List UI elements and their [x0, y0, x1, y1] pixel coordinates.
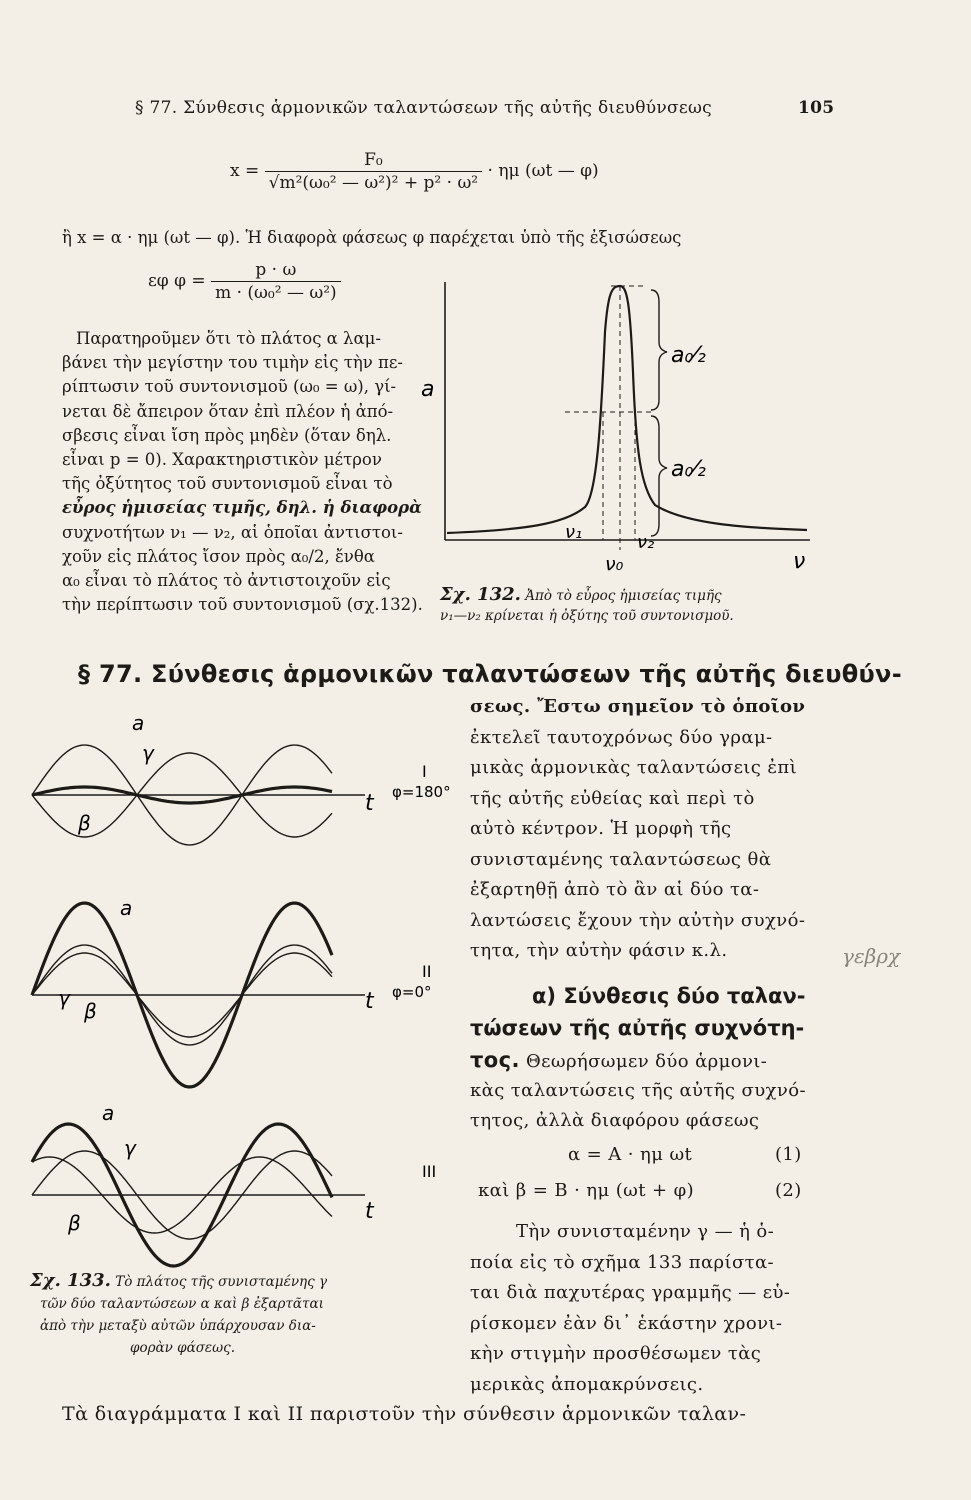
formula-eph	[148, 260, 341, 303]
left-paragraph-line: νεται δὲ ἄπειρον ὅταν ἐπὶ πλέον ἡ ἀπό-	[62, 401, 394, 421]
fig133-label-beta-3: β	[68, 1211, 81, 1235]
left-paragraph-line: ρίπτωσιν τοῦ συντονισμοῦ (ω₀ = ω), γί-	[62, 377, 397, 397]
fig133-roman-1: I	[422, 762, 427, 781]
fig133-caption-label: Σχ. 133.	[30, 1270, 111, 1291]
formula-x-denominator: √m²(ω₀² — ω²)² + p² · ω²	[265, 171, 482, 193]
right-column-2-line: Τὴν συνισταμένην γ — ἡ ὁ-	[516, 1221, 775, 1242]
right-column-2-line: ται διὰ παχυτέρας γραμμῆς — εὑ-	[470, 1282, 791, 1303]
right-column-line: σεως. Ἔστω σημεῖον τὸ ὁποῖον	[470, 696, 806, 717]
fig132-caption-line1: Ἀπὸ τὸ εὖρος ἡμισείας τιμῆς	[525, 588, 722, 604]
fig133-caption	[30, 1270, 327, 1359]
fig133-label-beta-2: β	[84, 999, 97, 1023]
fig133-caption-line: φορὰν φάσεως.	[130, 1340, 236, 1356]
right-column-2-line: ποία εἰς τὸ σχῆμα 133 παρίστα-	[470, 1251, 775, 1273]
subsection-line4: κὰς ταλαντώσεις τῆς αὐτῆς συχνό-	[470, 1080, 806, 1101]
right-column-line: ἐξαρτηθῇ ἀπὸ τὸ ἂν αἱ δύο τα-	[470, 879, 760, 900]
equation-1-number: (1)	[775, 1144, 802, 1165]
equation-2-number: (2)	[775, 1180, 802, 1201]
formula-eph-numerator: p · ω	[255, 260, 297, 280]
fig133-caption-line: τῶν δύο ταλαντώσεων α καὶ β ἐξαρτᾶται	[40, 1296, 324, 1312]
fig132-caption-label: Σχ. 132.	[440, 584, 521, 605]
right-column-2-line: κὴν στιγμὴν προσθέσωμεν τὰς	[470, 1343, 762, 1364]
subsection-line3	[470, 1045, 767, 1078]
fig132-label-half-top: a₀⁄₂	[671, 343, 706, 368]
fig133-caption-line: ἀπὸ τὴν μεταξὺ αὐτῶν ὑπάρχουσαν δια-	[40, 1318, 316, 1334]
equation-1: α = A · ημ ωt	[568, 1144, 693, 1165]
margin-handwritten-note: γεβρχ	[842, 944, 901, 968]
subsection-heading	[532, 984, 806, 1008]
fig133-label-a-2: a	[120, 896, 133, 920]
left-paragraph-line: βάνει τὴν μεγίστην του τιμὴν εἰς τὴν πε-	[62, 353, 403, 373]
fig133-roman-2: II	[422, 962, 432, 981]
formula-eph-fraction	[211, 260, 341, 303]
fig133-label-t-2: t	[365, 989, 374, 1014]
left-paragraph-line: εἶναι p = 0). Χαρακτηριστικὸν μέτρον	[62, 450, 382, 470]
right-column-text	[470, 692, 805, 967]
fig133-label-a-1: a	[132, 711, 145, 735]
equation-2: καὶ β = B · ημ (ωt + φ)	[478, 1180, 694, 1201]
fig132-brace-bottom	[651, 416, 667, 536]
subsection-line3-bold: τος.	[470, 1048, 520, 1072]
fig132-label-v0: ν₀	[605, 553, 624, 575]
right-column-line: λαντώσεις ἔχουν τὴν αὐτὴν συχνό-	[470, 909, 806, 931]
left-paragraph-line: Παρατηροῦμεν ὅτι τὸ πλάτος α λαμ-	[76, 329, 381, 348]
formula-eph-lhs: εφ φ =	[148, 271, 206, 291]
fig132-brace-top	[651, 290, 667, 410]
right-column-line: συνισταμένης ταλαντώσεως θὰ	[470, 848, 772, 870]
fig133-label-a-3: a	[102, 1101, 115, 1125]
fig133-phase-2: φ=0°	[392, 983, 432, 1001]
left-paragraph-line: εὖρος ἡμισείας τιμῆς, δηλ. ἡ διαφορὰ	[62, 498, 422, 518]
left-paragraph-line: α₀ εἶναι τὸ πλάτος τὸ ἀντιστοιχοῦν εἰς	[62, 571, 391, 591]
fig133-caption-line: Τὸ πλάτος τῆς συνισταμένης γ	[115, 1274, 328, 1290]
right-column-line: μικὰς ἁρμονικὰς ταλαντώσεις ἐπὶ	[470, 757, 798, 778]
formula-eph-denominator: m · (ω₀² — ω²)	[211, 281, 341, 303]
section-title: § 77. Σύνθεσις ἁρμονικῶν ταλαντώσεων τῆς αὐτῆς διευθύν-	[78, 660, 902, 688]
figure-133-wave-composition	[20, 700, 470, 1270]
fig132-label-v: ν	[793, 549, 806, 574]
right-column-line: αὐτὸ κέντρον. Ἡ μορφὴ τῆς	[470, 818, 732, 839]
left-paragraph-line: σβεσις εἶναι ἴση πρὸς μηδὲν (ὅταν δηλ.	[62, 425, 392, 445]
fig133-phase-1: φ=180°	[392, 783, 451, 801]
fig133-label-t-3: t	[365, 1199, 374, 1224]
fig133-label-gamma-1: γ	[142, 741, 154, 765]
fig133-roman-3: III	[422, 1162, 437, 1181]
right-column-line: ἐκτελεῖ ταυτοχρόνως δύο γραμ-	[470, 726, 773, 748]
fig132-label-v2: ν₂	[637, 532, 655, 553]
formula-x-tail: · ημ (ωt — φ)	[487, 161, 599, 181]
right-column-text-2	[470, 1217, 790, 1400]
subsection-line5: τητος, ἀλλὰ διαφόρου φάσεως	[470, 1110, 760, 1131]
left-paragraph-line: τὴν περίπτωσιν τοῦ συντονισμοῦ (σχ.132).	[62, 595, 423, 615]
figure-132-resonance-curve	[415, 262, 830, 582]
right-column-2-line: ρίσκομεν ἐὰν δι᾽ ἑκάστην χρονι-	[470, 1312, 783, 1334]
formula-x-lhs: x =	[230, 161, 260, 181]
fig132-label-v1: ν₁	[565, 522, 583, 543]
right-column-line: τῆς αὐτῆς εὐθείας καὶ περὶ τὸ	[470, 787, 755, 809]
fig132-curve	[447, 286, 807, 533]
right-column-line: τητα, τὴν αὐτὴν φάσιν κ.λ.	[470, 940, 728, 961]
page-number: 105	[798, 98, 835, 118]
subsection-line3-rest: Θεωρήσωμεν δύο ἁρμονι-	[519, 1051, 768, 1072]
running-header-title: § 77. Σύνθεσις ἁρμονικῶν ταλαντώσεων τῆς αὐτῆς διευθύνσεως	[135, 98, 712, 118]
left-paragraph-line: συχνοτήτων ν₁ — ν₂, αἱ ὁποῖαι ἀντιστοι-	[62, 522, 403, 542]
right-column-2-line: μερικὰς ἀπομακρύνσεις.	[470, 1373, 704, 1395]
fig132-caption	[440, 585, 734, 626]
fig133-label-t-1: t	[365, 791, 374, 816]
left-paragraph	[62, 327, 423, 617]
subsection-line1: α) Σύνθεσις δύο ταλαν-	[532, 984, 806, 1008]
fig132-label-half-bottom: a₀⁄₂	[671, 457, 706, 482]
subsection-line2: τώσεων τῆς αὐτῆς συχνότη-	[470, 1016, 805, 1040]
fig133-label-beta-1: β	[78, 811, 91, 835]
formula-x-fraction	[265, 150, 482, 193]
fig133-label-gamma-2: γ	[58, 986, 70, 1010]
formula-x-numerator: F₀	[364, 150, 383, 170]
left-paragraph-line: τῆς ὀξύτητος τοῦ συντονισμοῦ εἶναι τὸ	[62, 474, 393, 494]
fig133-label-gamma-3: γ	[124, 1136, 136, 1160]
footer-line: Τὰ διαγράμματα I καὶ II παριστοῦν τὴν σύνθεσιν ἁρμονικῶν ταλαν-	[62, 1403, 747, 1425]
formula-alt-line: ἢ x = α · ημ (ωt — φ). Ἡ διαφορὰ φάσεως φ παρέχεται ὑπὸ τῆς ἐξισώσεως	[62, 228, 682, 247]
formula-x	[230, 150, 599, 193]
fig132-caption-line2: ν₁—ν₂ κρίνεται ἡ ὀξύτης τοῦ συντονισμοῦ.	[440, 608, 734, 624]
fig132-label-a: a	[421, 377, 435, 402]
left-paragraph-line: χοῦν εἰς πλάτος ἴσον πρὸς α₀/2, ἔνθα	[62, 546, 375, 566]
